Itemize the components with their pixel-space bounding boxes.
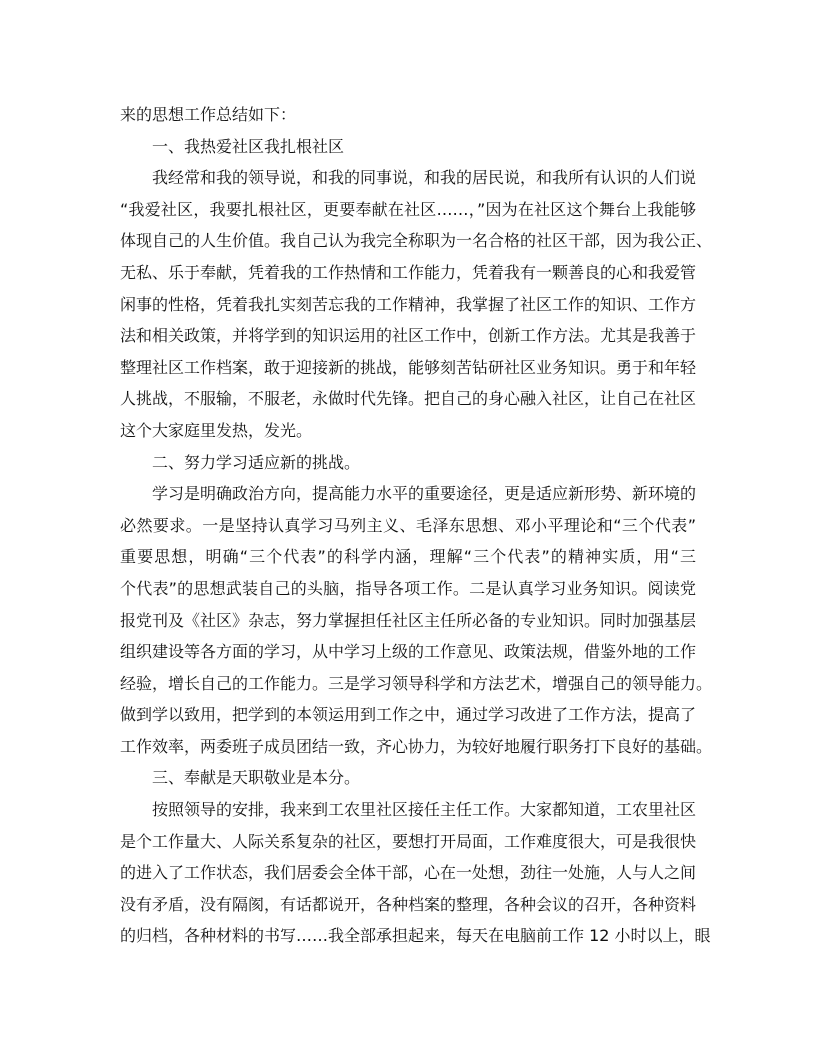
text-line: 整理社区工作档案，敢于迎接新的挑战，能够刻苦钻研社区业务知识。勇于和年轻 (120, 357, 697, 377)
text-line: 一、我热爱社区我扎根社区 (152, 136, 345, 156)
text-line: 无私、乐于奉献，凭着我的工作热情和工作能力，凭着我有一颗善良的心和我爱管 (120, 262, 697, 282)
text-line: 我经常和我的领导说，和我的同事说，和我的居民说，和我所有认识的人们说 (152, 168, 697, 188)
text-line: 三、奉献是天职敬业是本分。 (152, 768, 361, 788)
text-line: 闲事的性格，凭着我扎实刻苦忘我的工作精神，我掌握了社区工作的知识、工作方 (120, 294, 697, 314)
text-line: “我爱社区，我要扎根社区，更要奉献在社区……，”因为在社区这个舞台上我能够 (120, 199, 696, 219)
text-line: 没有矛盾，没有隔阂，有话都说开，各种档案的整理，各种会议的召开，各种资料 (120, 894, 697, 914)
text-line: 做到学以致用，把学到的本领运用到工作之中，通过学习改进了工作方法，提高了 (120, 705, 697, 725)
text-line: 的进入了工作状态，我们居委会全体干部，心在一处想，劲往一处施，人与人之间 (120, 863, 697, 883)
text-line: 二、努力学习适应新的挑战。 (152, 452, 361, 472)
text-line: 法和相关政策，并将学到的知识运用的社区工作中，创新工作方法。尤其是我善于 (120, 326, 697, 346)
text-line: 人挑战，不服输，不服老，永做时代先锋。把自己的身心融入社区，让自己在社区 (120, 389, 697, 409)
text-line: 工作效率，两委班子成员团结一致，齐心协力，为较好地履行职务打下良好的基础。 (120, 736, 713, 756)
text-line: 学习是明确政治方向，提高能力水平的重要途径，更是适应新形势、新环境的 (152, 484, 697, 504)
text-line: 必然要求。一是坚持认真学习马列主义、毛泽东思想、邓小平理论和“三个代表” (120, 515, 696, 535)
text-line: 的归档，各种材料的书写……我全部承担起来，每天在电脑前工作 12 小时以上，眼 (120, 926, 711, 946)
text-line: 体现自己的人生价值。我自己认为我完全称职为一名合格的社区干部，因为我公正、 (120, 231, 713, 251)
text-line: 来的思想工作总结如下： (120, 105, 297, 124)
text-line: 经验，增长自己的工作能力。三是学习领导科学和方法艺术，增强自己的领导能力。 (120, 673, 713, 693)
text-line: 组织建设等各方面的学习，从中学习上级的工作意见、政策法规，借鉴外地的工作 (120, 642, 697, 662)
text-line: 报党刊及《社区》杂志，努力掌握担任社区主任所必备的专业知识。同时加强基层 (120, 610, 697, 630)
text-line: 是个工作量大、人际关系复杂的社区，要想打开局面，工作难度很大，可是我很快 (120, 831, 697, 851)
text-line: 按照领导的安排，我来到工农里社区接任主任工作。大家都知道，工农里社区 (152, 800, 697, 820)
text-line: 重要思想，明确“三个代表”的科学内涵，理解“三个代表”的精神实质，用“三 (120, 547, 696, 567)
document-body (120, 99, 713, 952)
text-line: 这个大家庭里发热，发光。 (120, 420, 313, 440)
text-line: 个代表”的思想武装自己的头脑，指导各项工作。二是认真学习业务知识。阅读党 (120, 578, 696, 598)
